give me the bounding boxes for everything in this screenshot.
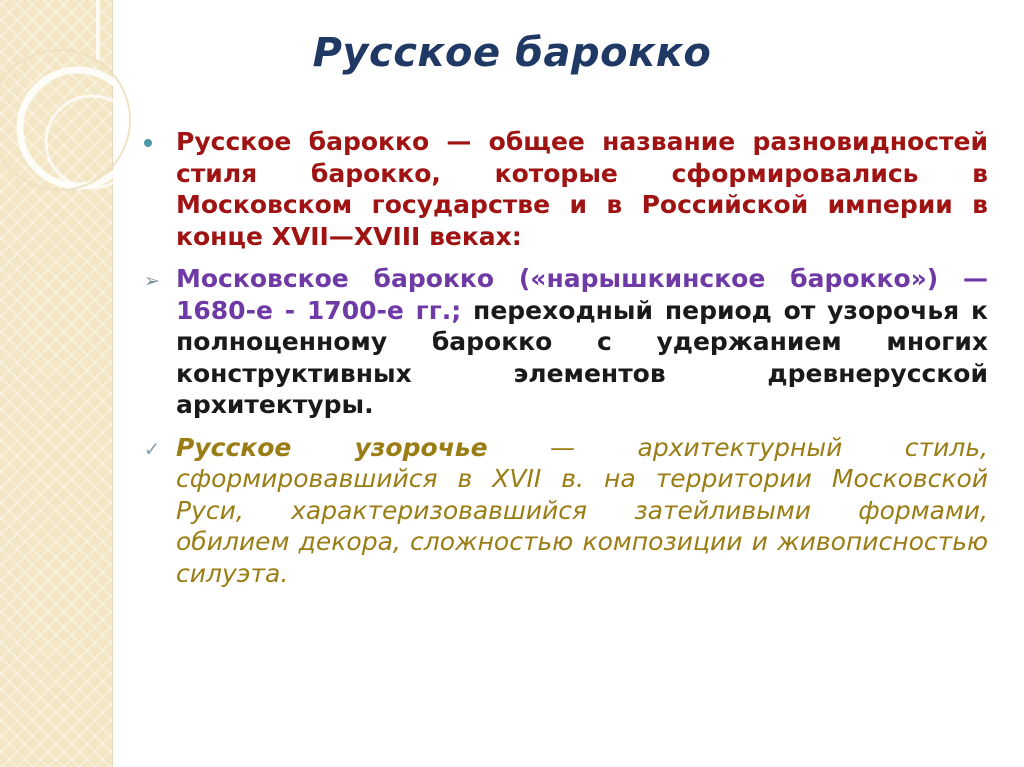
bullet-list bbox=[143, 126, 989, 600]
arrow-bullet-icon: ➢ bbox=[144, 270, 160, 292]
uzorochye-description: — архитектурный стиль, сформировавшийся в XVII в. на территории Московской Руси, характеризовавшийся затейливыми формами, обилием декора, сложностью композиции и живописностью силуэта. bbox=[176, 432, 989, 588]
intro-text: Русское барокко — общее название разновидностей стиля барокко, которые сформировались в Московском государстве и в Российской империи в конце XVII—XVIII веках: bbox=[176, 127, 988, 251]
uzorochye-term: Русское узорочье bbox=[176, 432, 488, 462]
decorative-side-band bbox=[0, 0, 113, 767]
slide-title: Русское барокко bbox=[312, 30, 712, 76]
moscow-baroque-description: переходный период от узорочья к полноценному барокко с удержанием многих конструктивных элементов древнерусской архитектуры. bbox=[176, 295, 988, 419]
list-item bbox=[176, 126, 988, 252]
list-item bbox=[143, 432, 989, 590]
check-bullet-icon: ✓ bbox=[143, 436, 161, 461]
circle-bullet-icon bbox=[144, 139, 152, 147]
list-item bbox=[144, 263, 988, 421]
moscow-baroque-term: Московское барокко («нарышкинское барокко») — 1680-е - 1700-е гг.; bbox=[176, 264, 988, 325]
